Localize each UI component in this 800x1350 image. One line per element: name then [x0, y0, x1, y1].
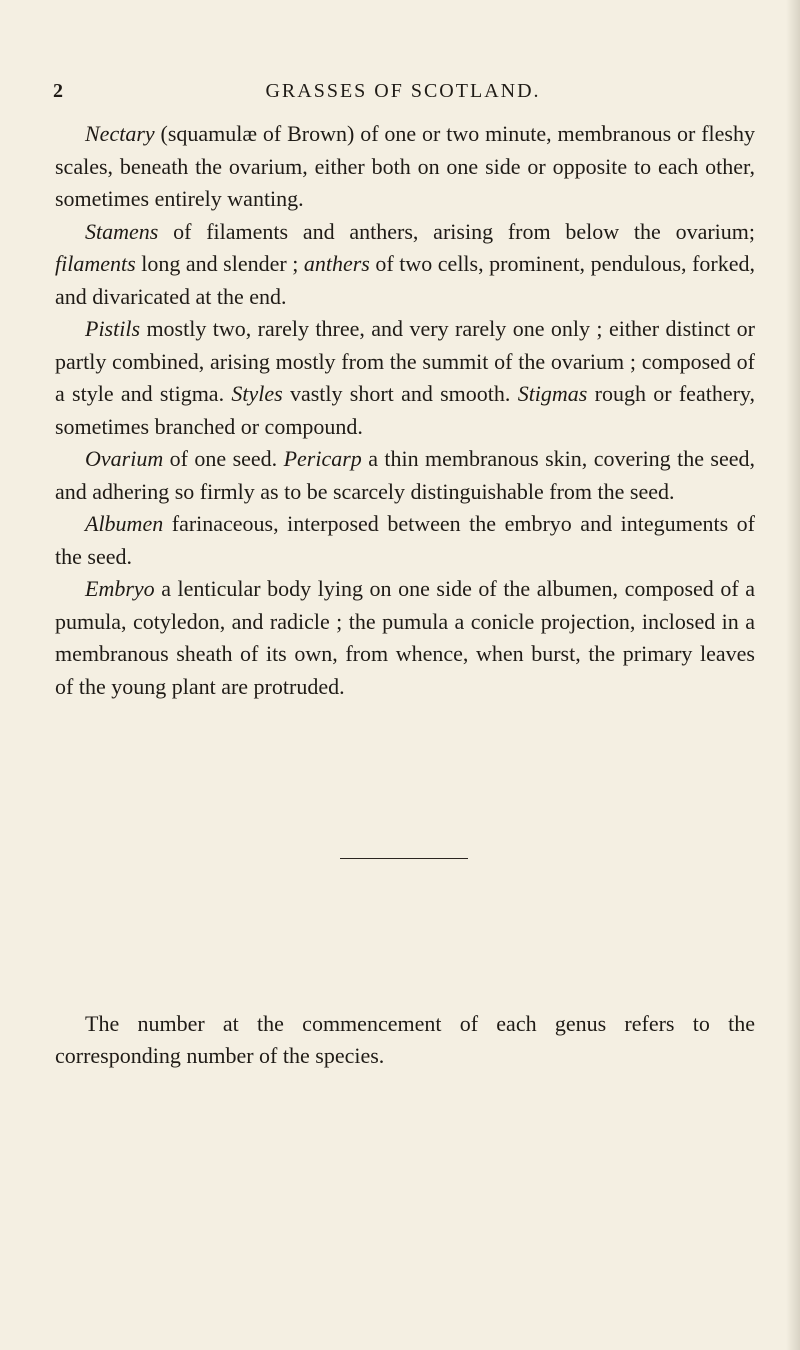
term-pericarp: Pericarp: [283, 446, 362, 471]
paragraph-pistils: [55, 313, 755, 443]
term-stamens: Stamens: [85, 218, 159, 244]
paragraph-albumen: [55, 508, 755, 573]
term-styles: Styles: [231, 381, 283, 406]
paragraph-text: of two cells, prominent, pendulous, forked, and divaricated at the end.: [55, 251, 755, 309]
term-ovarium: Ovarium: [85, 446, 164, 471]
term-stigmas: Stigmas: [517, 381, 588, 406]
paragraph-text: a lenticular body lying on one side of the albumen, composed of a pumula, cotyledon, and radicle ; the pumula a conicle projection, inclosed in a membranous sheath of its own, from whence, when burst, the primary leaves of the young plant are protruded.: [55, 576, 755, 699]
paragraph-text: a thin membranous skin, covering the seed, and adhering so firmly as to be scarcely distinguishable from the seed.: [55, 446, 755, 504]
running-title: GRASSES OF SCOTLAND.: [265, 80, 541, 102]
paragraph-text: rough or feathery, sometimes branched or compound.: [55, 381, 755, 439]
paragraph-ovarium: [55, 443, 755, 508]
paragraph-text: long and slender ;: [135, 251, 304, 276]
term-anthers: anthers: [303, 251, 370, 276]
page-edge-shadow: [786, 0, 800, 1350]
paragraph-stamens: [55, 216, 755, 314]
paragraph-nectary: [55, 118, 755, 216]
footnote: The number at the commencement of each genus refers to the corresponding number of the species.: [55, 1011, 755, 1068]
paragraph-text: mostly two, rarely three, and very rarely one only ; either distinct or partly combined, arising mostly from the summit of the ovarium ; composed of a style and stigma.: [55, 316, 755, 406]
paragraph-text: of one seed.: [163, 446, 284, 471]
page-header: [53, 80, 753, 110]
section-divider: [340, 858, 468, 859]
term-nectary: Nectary: [85, 121, 155, 146]
term-filaments: filaments: [55, 251, 136, 276]
term-albumen: Albumen: [85, 511, 164, 536]
paragraph-text: vastly short and smooth.: [282, 381, 518, 406]
term-embryo: Embryo: [85, 576, 155, 601]
page-number: 2: [53, 80, 65, 102]
body-text: [55, 118, 755, 703]
paragraph-embryo: [55, 573, 755, 703]
paragraph-text: farinaceous, interposed between the embryo and integuments of the seed.: [55, 511, 755, 569]
term-pistils: Pistils: [85, 316, 141, 341]
paragraph-text: of filaments and anthers, arising from below the ovarium;: [158, 218, 755, 244]
paragraph-text: (squamulæ of Brown) of one or two minute, membranous or fleshy scales, beneath the ovarium, either both on one side or opposite to each other, sometimes entirely wanting.: [55, 121, 755, 211]
